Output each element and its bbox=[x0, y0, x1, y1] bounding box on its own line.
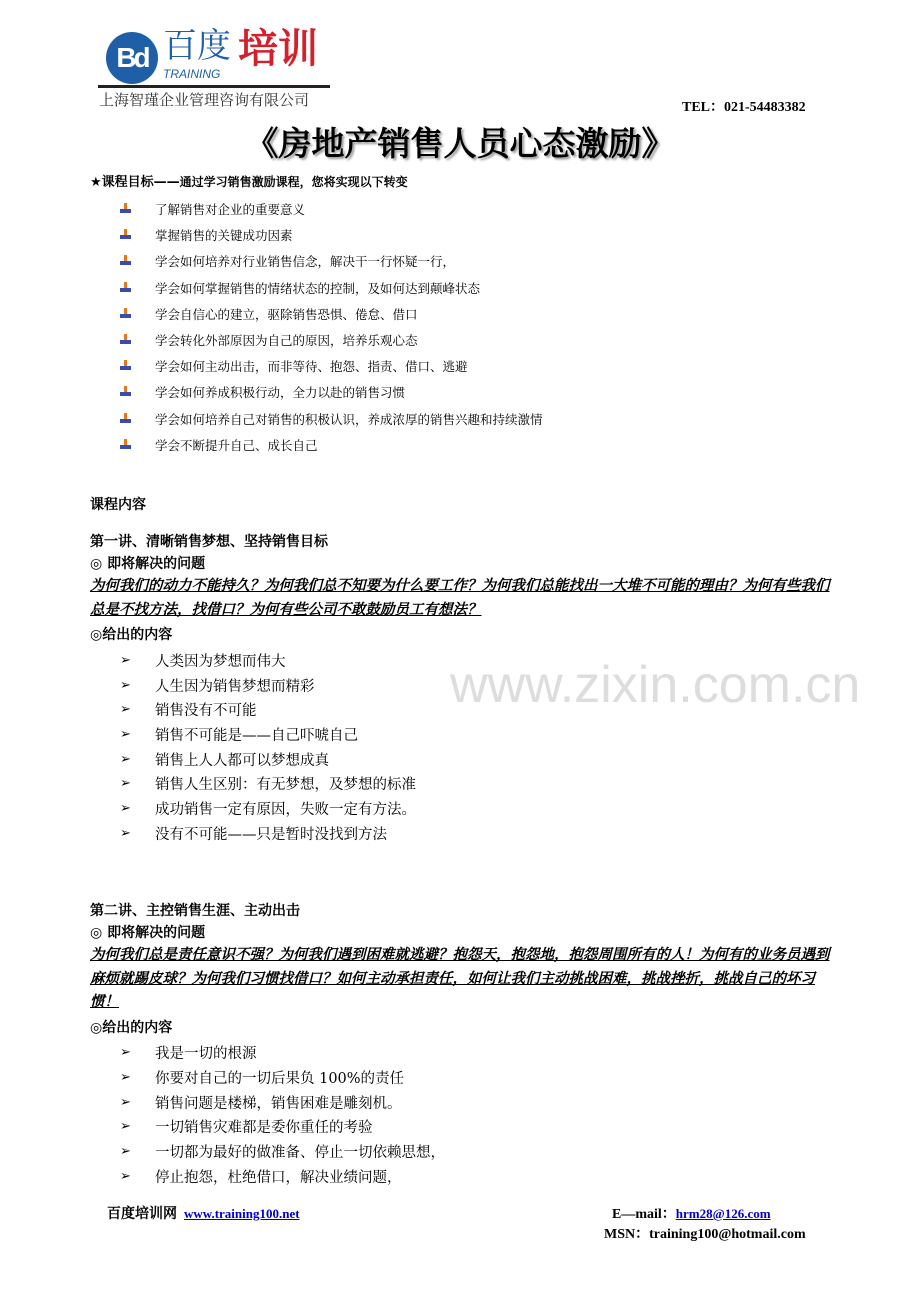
goal-item bbox=[120, 222, 543, 248]
goal-item bbox=[120, 327, 543, 353]
arrow-bullet-icon: ➢ bbox=[120, 776, 131, 792]
arrow-bullet-icon: ➢ bbox=[120, 1144, 131, 1160]
goal-item bbox=[120, 248, 543, 274]
arrow-bullet-icon: ➢ bbox=[120, 1070, 131, 1086]
content-item bbox=[120, 1115, 840, 1140]
content-item-text: 销售问题是楼梯，销售困难是雕刻机。 bbox=[155, 1095, 402, 1112]
content-item bbox=[120, 1164, 840, 1189]
arrow-bullet-icon: ➢ bbox=[120, 1168, 131, 1184]
content-item-text: 没有不可能——只是暂时没找到方法 bbox=[155, 826, 387, 843]
arrow-bullet-icon: ➢ bbox=[120, 1045, 131, 1061]
goals-heading-sub: 通过学习销售激励课程，您将实现以下转变 bbox=[179, 175, 408, 189]
goal-text: 学会转化外部原因为自己的原因，培养乐观心态 bbox=[155, 333, 418, 349]
content-item-text: 你要对自己的一切后果负 100%的责任 bbox=[155, 1071, 405, 1088]
content-item-text: 人类因为梦想而伟大 bbox=[155, 653, 286, 670]
bullet-icon bbox=[120, 282, 132, 294]
content-item bbox=[120, 796, 840, 821]
content-item-text: 销售不可能是——自己吓唬自己 bbox=[155, 727, 358, 744]
email-link[interactable]: hrm28@126.com bbox=[675, 1206, 771, 1221]
content-item-text: 一切都为最好的做准备、停止一切依赖思想， bbox=[155, 1145, 445, 1162]
goal-text: 学会如何养成积极行动，全力以赴的销售习惯 bbox=[155, 385, 406, 401]
bullet-icon bbox=[120, 413, 132, 425]
bullet-icon bbox=[120, 439, 132, 451]
bullet-icon bbox=[120, 386, 132, 398]
footer-email bbox=[612, 1203, 771, 1223]
goals-heading-label: ★课程目标—— bbox=[90, 175, 180, 190]
content-item-text: 我是一切的根源 bbox=[155, 1046, 257, 1063]
bullet-icon bbox=[120, 360, 132, 372]
content-item-text: 销售人生区别：有无梦想，及梦想的标准 bbox=[155, 777, 416, 794]
arrow-bullet-icon: ➢ bbox=[120, 751, 131, 767]
arrow-bullet-icon: ➢ bbox=[120, 1119, 131, 1135]
goal-text: 学会不断提升自己、成长自己 bbox=[155, 437, 318, 453]
arrow-bullet-icon: ➢ bbox=[120, 1094, 131, 1110]
content-item-text: 成功销售一定有原因，失败一定有方法。 bbox=[155, 801, 416, 818]
arrow-bullet-icon: ➢ bbox=[120, 677, 131, 693]
footer-site bbox=[107, 1203, 300, 1223]
section-2 bbox=[90, 900, 840, 1189]
logo-training: TRAINING bbox=[163, 67, 221, 81]
given-label: ◎给出的内容 bbox=[90, 1019, 173, 1036]
content-item bbox=[120, 747, 840, 772]
section-title: 第二讲、主控销售生涯、主动出击 bbox=[90, 903, 300, 919]
problems-text: 为何我们的动力不能持久？为何我们总不知要为什么要工作？为何我们总能找出一大堆不可能的理由？为何有些我们总是不找方法，找借口？为何有些公司不敢鼓励员工有想法？ bbox=[90, 578, 830, 618]
bullet-icon bbox=[120, 255, 132, 267]
logo-mark: Bd bbox=[106, 32, 158, 84]
goals-list bbox=[120, 196, 543, 458]
email-label: E—mail： bbox=[612, 1207, 676, 1222]
footer-msn: MSN：training100@hotmail.com bbox=[604, 1227, 806, 1242]
section-title: 第一讲、清晰销售梦想、坚持销售目标 bbox=[90, 534, 328, 550]
company-name: 上海智瑾企业管理咨询有限公司 bbox=[99, 91, 310, 109]
goal-text: 学会如何培养自己对销售的积极认识，养成浓厚的销售兴趣和持续激情 bbox=[155, 411, 543, 427]
arrow-bullet-icon: ➢ bbox=[120, 800, 131, 816]
content-label: 课程内容 bbox=[90, 497, 146, 513]
content-item bbox=[120, 1139, 840, 1164]
logo-divider bbox=[98, 85, 330, 88]
goal-text: 学会如何掌握销售的情绪状态的控制，及如何达到颠峰状态 bbox=[155, 280, 481, 296]
content-item-text: 停止抱怨，杜绝借口，解决业绩问题， bbox=[155, 1169, 402, 1186]
goal-item bbox=[120, 353, 543, 379]
footer-site-label: 百度培训网 bbox=[107, 1207, 177, 1222]
arrow-bullet-icon: ➢ bbox=[120, 726, 131, 742]
content-item bbox=[120, 771, 840, 796]
problems-label: ◎ 即将解决的问题 bbox=[90, 556, 206, 572]
content-item bbox=[120, 722, 840, 747]
bullet-icon bbox=[120, 229, 132, 241]
content-item bbox=[120, 1041, 840, 1066]
content-item bbox=[120, 1090, 840, 1115]
content-item bbox=[120, 1065, 840, 1090]
bullet-icon bbox=[120, 308, 132, 320]
arrow-bullet-icon: ➢ bbox=[120, 702, 131, 718]
problems-label: ◎ 即将解决的问题 bbox=[90, 925, 206, 941]
telephone: TEL：021-54483382 bbox=[682, 100, 806, 115]
bullet-icon bbox=[120, 203, 132, 215]
logo-text-red: 培训 bbox=[238, 26, 318, 72]
goal-item bbox=[120, 196, 543, 222]
goal-item bbox=[120, 379, 543, 405]
goal-item bbox=[120, 275, 543, 301]
goal-text: 学会如何主动出击，而非等待、抱怨、指责、借口、逃避 bbox=[155, 359, 468, 375]
goal-item bbox=[120, 301, 543, 327]
goal-item bbox=[120, 432, 543, 458]
goal-text: 学会自信心的建立，驱除销售恐惧、倦怠、借口 bbox=[155, 306, 418, 322]
bullet-icon bbox=[120, 334, 132, 346]
arrow-bullet-icon: ➢ bbox=[120, 652, 131, 668]
watermark: www.zixin.com.cn bbox=[450, 656, 861, 714]
arrow-bullet-icon: ➢ bbox=[120, 825, 131, 841]
logo-text: 百度 bbox=[163, 26, 231, 66]
content-item-text: 销售上人人都可以梦想成真 bbox=[155, 752, 329, 769]
goal-text: 掌握销售的关键成功因素 bbox=[155, 228, 293, 244]
problems-text: 为何我们总是责任意识不强？为何我们遇到困难就逃避？抱怨天，抱怨地，抱怨周围所有的人！为何有的业务员遇到麻烦就踢皮球？为何我们习惯找借口？如何主动承担责任，如何让我们主动挑战困难，挑战挫折，挑战自己的坏习惯！ bbox=[90, 947, 830, 1010]
content-item-text: 一切销售灾难都是委你重任的考验 bbox=[155, 1120, 373, 1137]
goals-heading bbox=[90, 171, 408, 190]
goal-item bbox=[120, 406, 543, 432]
content-item bbox=[120, 821, 840, 846]
goal-text: 了解销售对企业的重要意义 bbox=[155, 202, 306, 218]
content-item-text: 销售没有不可能 bbox=[155, 703, 257, 720]
site-link[interactable]: www.training100.net bbox=[184, 1206, 300, 1221]
page-title: 《房地产销售人员心态激励》 bbox=[245, 124, 675, 163]
given-label: ◎给出的内容 bbox=[90, 627, 173, 643]
content-item-text: 人生因为销售梦想而精彩 bbox=[155, 678, 315, 695]
goal-text: 学会如何培养对行业销售信念，解决干一行怀疑一行， bbox=[155, 254, 456, 270]
